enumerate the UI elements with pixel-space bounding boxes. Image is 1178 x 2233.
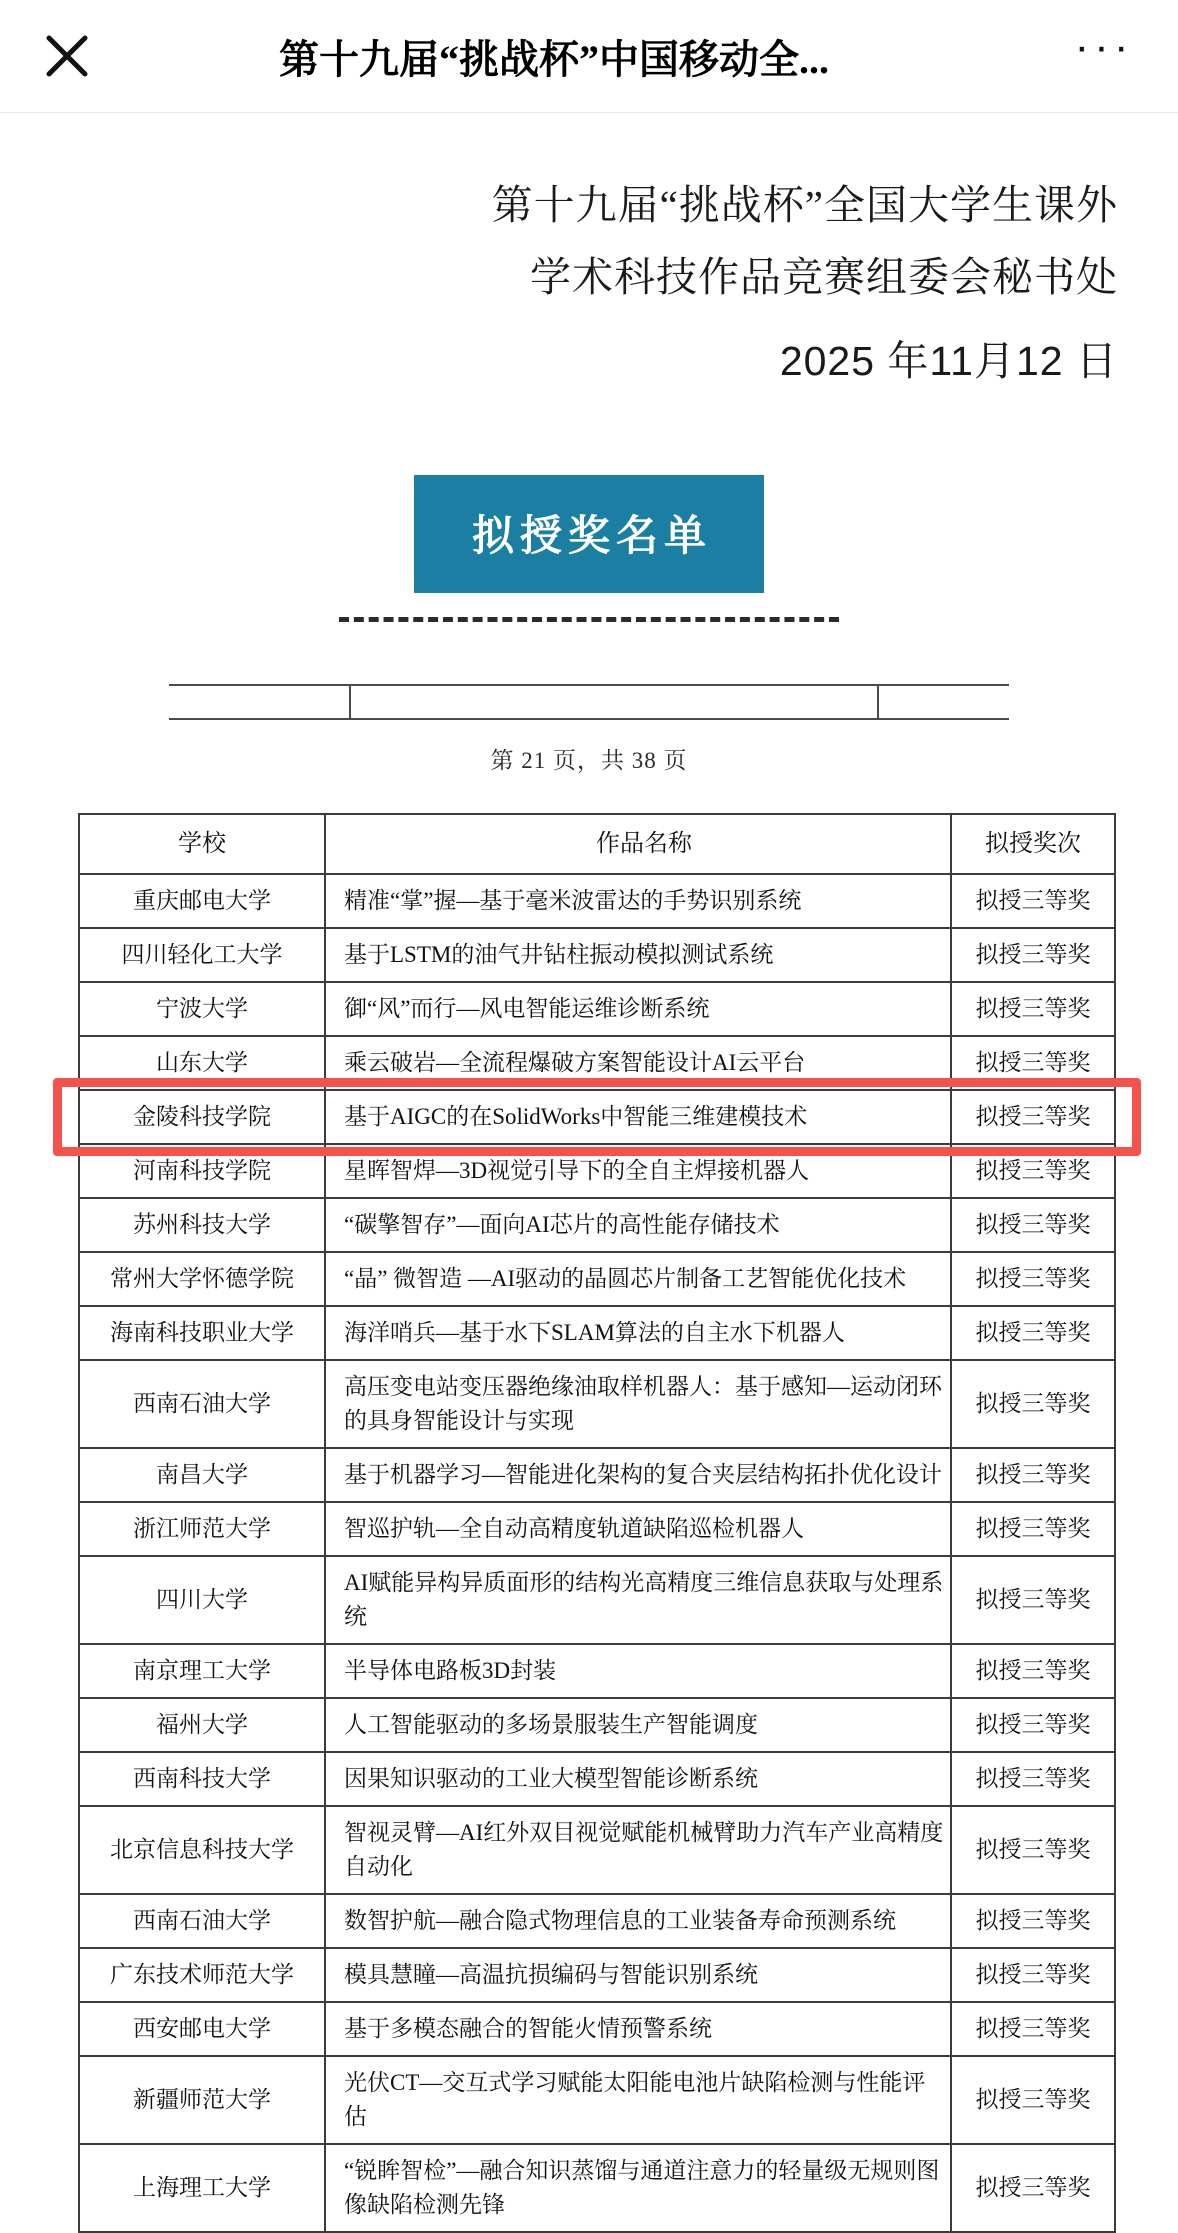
cell-award: 拟授三等奖 xyxy=(951,2002,1115,2056)
column-header-work: 作品名称 xyxy=(325,814,951,874)
table-row xyxy=(79,2056,1115,2144)
table-row xyxy=(79,2002,1115,2056)
dashed-divider xyxy=(339,617,839,622)
page-number-footer: 第 21 页，共 38 页 xyxy=(490,748,688,773)
table-row xyxy=(79,1752,1115,1806)
cell-school: 西南石油大学 xyxy=(79,1894,325,1948)
partial-cell-school xyxy=(169,686,351,718)
cell-award: 拟授三等奖 xyxy=(951,1556,1115,1644)
table-row xyxy=(79,1644,1115,1698)
award-list-banner[interactable]: 拟授奖名单 xyxy=(414,475,764,593)
cell-work: 因果知识驱动的工业大模型智能诊断系统 xyxy=(325,1752,951,1806)
cell-school: 苏州科技大学 xyxy=(79,1198,325,1252)
cell-school: 浙江师范大学 xyxy=(79,1502,325,1556)
cell-school: 金陵科技学院 xyxy=(79,1090,325,1144)
column-header-award: 拟授奖次 xyxy=(951,814,1115,874)
partial-cell-award xyxy=(879,686,1009,718)
cell-work: 高压变电站变压器绝缘油取样机器人：基于感知—运动闭环的具身智能设计与实现 xyxy=(325,1360,951,1448)
cell-work: 基于机器学习—智能进化架构的复合夹层结构拓扑优化设计 xyxy=(325,1448,951,1502)
cell-award: 拟授三等奖 xyxy=(951,928,1115,982)
cell-work: 基于多模态融合的智能火情预警系统 xyxy=(325,2002,951,2056)
table-row xyxy=(79,1948,1115,2002)
cell-school: 南昌大学 xyxy=(79,1448,325,1502)
table-row xyxy=(79,1448,1115,1502)
cell-award: 拟授三等奖 xyxy=(951,1502,1115,1556)
cell-work: 模具慧瞳—高温抗损编码与智能识别系统 xyxy=(325,1948,951,2002)
cell-award: 拟授三等奖 xyxy=(951,1806,1115,1894)
signature-date: 2025 年11月12 日 xyxy=(779,338,1118,384)
cell-award: 拟授三等奖 xyxy=(951,1090,1115,1144)
cell-school: 山东大学 xyxy=(79,1036,325,1090)
cell-school: 宁波大学 xyxy=(79,982,325,1036)
cell-school: 北京信息科技大学 xyxy=(79,1806,325,1894)
cell-work: “碳擎智存”—面向AI芯片的高性能存储技术 xyxy=(325,1198,951,1252)
cell-school: 四川轻化工大学 xyxy=(79,928,325,982)
close-icon[interactable] xyxy=(22,33,112,79)
cell-award: 拟授三等奖 xyxy=(951,1698,1115,1752)
page-title: 第十九届“挑战杯”中国移动全... xyxy=(279,36,829,82)
table-row xyxy=(79,1894,1115,1948)
cell-work: “锐眸智检”—融合知识蒸馏与通道注意力的轻量级无规则图像缺陷检测先锋 xyxy=(325,2144,951,2232)
signature-line-1: 第十九届“挑战杯”全国大学生课外 xyxy=(491,182,1118,228)
cell-school: 常州大学怀德学院 xyxy=(79,1252,325,1306)
table-row xyxy=(79,1360,1115,1448)
cell-award: 拟授三等奖 xyxy=(951,1144,1115,1198)
cell-award: 拟授三等奖 xyxy=(951,2144,1115,2232)
cell-award: 拟授三等奖 xyxy=(951,1198,1115,1252)
cell-school: 福州大学 xyxy=(79,1698,325,1752)
cell-school: 海南科技职业大学 xyxy=(79,1306,325,1360)
cell-school: 重庆邮电大学 xyxy=(79,874,325,928)
table-row xyxy=(79,1036,1115,1090)
cell-work: 人工智能驱动的多场景服装生产智能调度 xyxy=(325,1698,951,1752)
cell-school: 西南石油大学 xyxy=(79,1360,325,1448)
cell-award: 拟授三等奖 xyxy=(951,1948,1115,2002)
award-table xyxy=(78,813,1116,2233)
cell-school: 西南科技大学 xyxy=(79,1752,325,1806)
cell-work: 智视灵臂—AI红外双目视觉赋能机械臂助力汽车产业高精度自动化 xyxy=(325,1806,951,1894)
cell-work: 智巡护轨—全自动高精度轨道缺陷巡检机器人 xyxy=(325,1502,951,1556)
cell-school: 四川大学 xyxy=(79,1556,325,1644)
cell-work: 海洋哨兵—基于水下SLAM算法的自主水下机器人 xyxy=(325,1306,951,1360)
cell-award: 拟授三等奖 xyxy=(951,982,1115,1036)
more-options-icon[interactable]: ··· xyxy=(1074,22,1134,71)
column-header-school: 学校 xyxy=(79,814,325,874)
table-row xyxy=(79,1198,1115,1252)
cell-work: 基于LSTM的油气井钻柱振动模拟测试系统 xyxy=(325,928,951,982)
table-row xyxy=(79,1806,1115,1894)
cell-work: 基于AIGC的在SolidWorks中智能三维建模技术 xyxy=(325,1090,951,1144)
cell-school: 南京理工大学 xyxy=(79,1644,325,1698)
cell-school: 上海理工大学 xyxy=(79,2144,325,2232)
cell-work: 乘云破岩—全流程爆破方案智能设计AI云平台 xyxy=(325,1036,951,1090)
table-row xyxy=(79,928,1115,982)
table-row xyxy=(79,1698,1115,1752)
table-row xyxy=(79,1502,1115,1556)
award-list-banner-wrapper xyxy=(60,475,1118,593)
cell-award: 拟授三等奖 xyxy=(951,1644,1115,1698)
cell-award: 拟授三等奖 xyxy=(951,2056,1115,2144)
cell-award: 拟授三等奖 xyxy=(951,1360,1115,1448)
cell-work: AI赋能异构异质面形的结构光高精度三维信息获取与处理系统 xyxy=(325,1556,951,1644)
signature-line-2: 学术科技作品竞赛组委会秘书处 xyxy=(530,254,1118,300)
cell-school: 河南科技学院 xyxy=(79,1144,325,1198)
cell-award: 拟授三等奖 xyxy=(951,874,1115,928)
table-row xyxy=(79,1144,1115,1198)
cell-work: 御“风”而行—风电智能运维诊断系统 xyxy=(325,982,951,1036)
article-body xyxy=(0,113,1178,2233)
table-row xyxy=(79,1306,1115,1360)
partial-cell-work xyxy=(351,686,879,718)
cell-work: 光伏CT—交互式学习赋能太阳能电池片缺陷检测与性能评估 xyxy=(325,2056,951,2144)
cell-work: 半导体电路板3D封装 xyxy=(325,1644,951,1698)
table-row xyxy=(79,1090,1115,1144)
cell-award: 拟授三等奖 xyxy=(951,1448,1115,1502)
signature-block xyxy=(60,113,1118,397)
cell-school: 西安邮电大学 xyxy=(79,2002,325,2056)
partial-table-top xyxy=(169,684,1009,720)
table-header-row xyxy=(79,814,1115,874)
cell-award: 拟授三等奖 xyxy=(951,1752,1115,1806)
table-row xyxy=(79,982,1115,1036)
cell-work: 数智护航—融合隐式物理信息的工业装备寿命预测系统 xyxy=(325,1894,951,1948)
cell-award: 拟授三等奖 xyxy=(951,1894,1115,1948)
table-row xyxy=(79,874,1115,928)
cell-school: 新疆师范大学 xyxy=(79,2056,325,2144)
table-row xyxy=(79,1556,1115,1644)
document-screenshot xyxy=(60,684,1118,2233)
cell-work: 星晖智焊—3D视觉引导下的全自主焊接机器人 xyxy=(325,1144,951,1198)
cell-work: “晶” 微智造 —AI驱动的晶圆芯片制备工艺智能优化技术 xyxy=(325,1252,951,1306)
cell-school: 广东技术师范大学 xyxy=(79,1948,325,2002)
top-navigation-bar xyxy=(0,0,1178,113)
cell-award: 拟授三等奖 xyxy=(951,1306,1115,1360)
table-row xyxy=(79,2144,1115,2232)
cell-award: 拟授三等奖 xyxy=(951,1252,1115,1306)
cell-work: 精准“掌”握—基于毫米波雷达的手势识别系统 xyxy=(325,874,951,928)
table-row xyxy=(79,1252,1115,1306)
cell-award: 拟授三等奖 xyxy=(951,1036,1115,1090)
